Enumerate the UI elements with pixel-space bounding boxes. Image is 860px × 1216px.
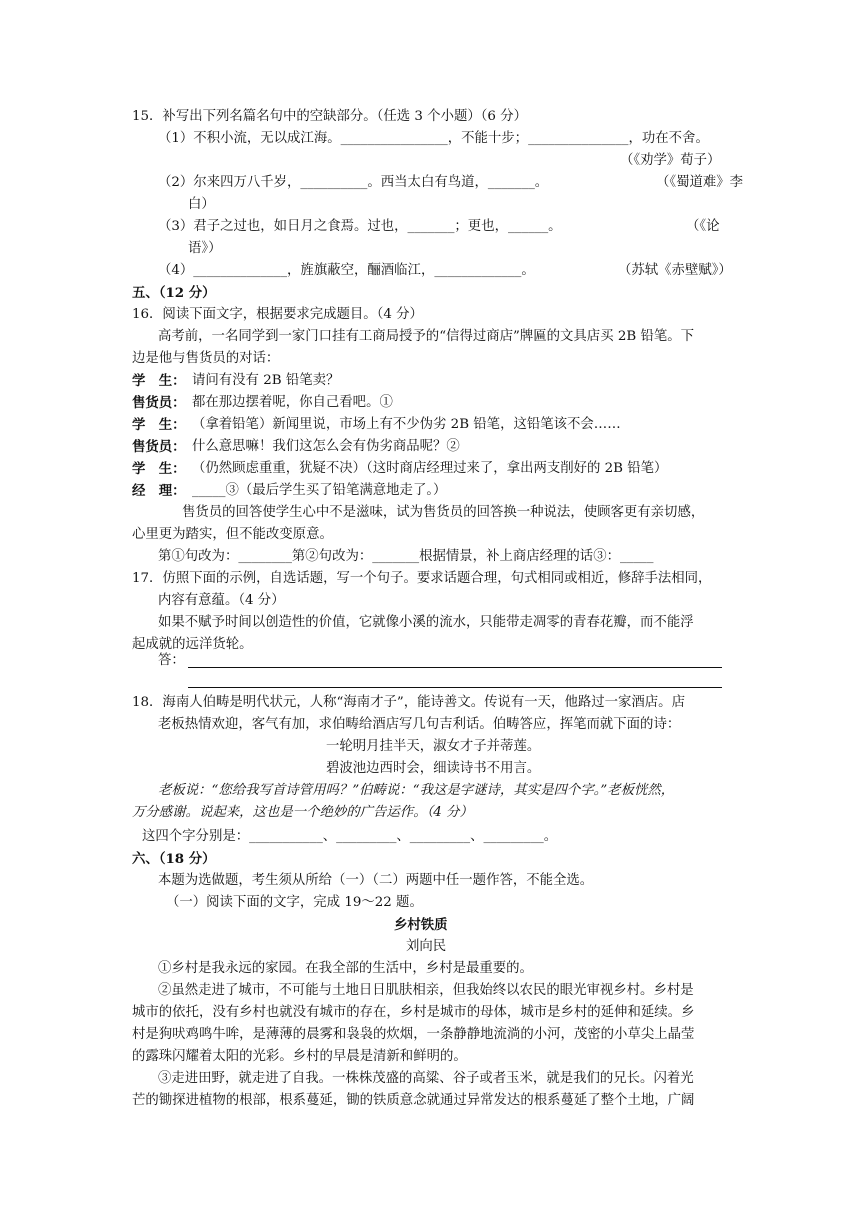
q16-requirement-line-1: 售货员的回答使学生心中不是滋味，试为售货员的回答换一种说法，使顾客更有亲切感， <box>182 505 705 520</box>
q17-title-line-2: 内容有意蕴。（4 分） <box>158 593 285 608</box>
q18-answer-line: 这四个字分别是：___________、_________、_________、_________。 <box>142 829 558 844</box>
article-paragraph-2-line-4: 的露珠闪耀着太阳的光彩。乡村的早晨是清新和鲜明的。 <box>132 1049 467 1064</box>
dialog-line: （拿着铅笔）新闻里说，市场上有不少伪劣 2B 铅笔，这铅笔该不会…… <box>192 417 621 432</box>
q17-example-line-2: 起成就的远洋货轮。 <box>132 637 253 652</box>
article-paragraph-1: ①乡村是我永远的家园。在我全部的生活中，乡村是最重要的。 <box>158 961 533 976</box>
q15-item-3: （3）君子之过也，如日月之食焉。过也，_______；更也，______。 <box>158 219 562 234</box>
q16-requirement-line-2: 心里更为踏实，但不能改变原意。 <box>132 527 333 542</box>
dialog-speaker: 经 理： <box>132 483 186 499</box>
section-6-heading: 六、（18 分） <box>132 851 216 867</box>
article-paragraph-3-line-2: 芒的锄探进植物的根部，根系蔓延，锄的铁质意念就通过异常发达的根系蔓延了整个土地，广阔 <box>132 1093 695 1108</box>
dialog-line: _____③（最后学生买了铅笔满意地走了。） <box>192 483 447 498</box>
q18-narration-line-1: 老板说：“您给我写首诗管用吗？”伯畴说：“我这是字谜诗，其实是四个字。”老板恍然， <box>158 783 675 798</box>
q15-title: 15．补写出下列名篇名句中的空缺部分。（任选 3 个小题）（6 分） <box>132 109 527 124</box>
section-6-note-line-1: 本题为选做题，考生须从所给（一）（二）两题中任一题作答，不能全选。 <box>158 873 594 888</box>
article-paragraph-3-line-1: ③走进田野，就走进了自我。一株株茂盛的高粱、谷子或者玉米，就是我们的兄长。闪着光 <box>158 1071 694 1086</box>
q15-item-2-cont: 白） <box>188 197 215 212</box>
q18-title-line-2: 老板热情欢迎，客气有加，求伯畴给酒店写几句吉利话。伯畴答应，挥笔而就下面的诗： <box>158 717 681 732</box>
q18-poem-line-1: 一轮明月挂半天，淑女才子并蒂莲。 <box>326 739 541 754</box>
q16-intro-line-1: 高考前，一名同学到一家门口挂有工商局授予的“信得过商店”牌匾的文具店买 2B 铅笔。下 <box>158 329 695 344</box>
q18-poem-line-2: 碧波池边西时会，细读诗书不用言。 <box>326 761 541 776</box>
q15-item-2-source: （《蜀道难》李 <box>656 175 744 190</box>
dialog-speaker: 售货员： <box>132 395 186 411</box>
dialog-line: （仍然顾虑重重，犹疑不决）（这时商店经理过来了，拿出两支削好的 2B 铅笔） <box>192 461 668 476</box>
q17-title-line-1: 17．仿照下面的示例，自选话题，写一个句子。要求话题合理，句式相同或相近，修辞手法相同， <box>132 571 712 586</box>
q15-item-1: （1）不积小流，无以成江海。________________，不能十步；_______________，功在不舍。 <box>158 131 709 146</box>
dialog-speaker: 售货员： <box>132 439 186 455</box>
article-paragraph-2-line-1: ②虽然走进了城市，不可能与土地日日肌肤相亲，但我始终以农民的眼光审视乡村。乡村是 <box>158 983 694 998</box>
q15-item-3-cont: 语》） <box>188 241 222 256</box>
article-paragraph-2-line-3: 村是狗吠鸡鸣牛哞，是薄薄的晨雾和袅袅的炊烟，一条静静地流淌的小河，茂密的小草尖上晶莹 <box>132 1027 695 1042</box>
q18-narration-line-2: 万分感谢。说起来，这也是一个绝妙的广告运作。（4 分） <box>132 805 473 820</box>
dialog-line: 请问有没有 2B 铅笔卖？ <box>192 373 340 388</box>
dialog-speaker: 学 生： <box>132 461 186 477</box>
q18-title-line-1: 18．海南人伯畴是明代状元，人称“海南才子”，能诗善文。传说有一天，他路过一家酒店。店 <box>132 695 685 710</box>
q17-answer-label: 答： <box>158 653 185 668</box>
article-author: 刘向民 <box>406 939 447 954</box>
q15-item-4: （4）______________，旌旗蔽空，酾酒临江，_____________。 <box>158 263 535 278</box>
q15-item-4-source: （苏轼《赤壁赋》） <box>618 263 732 278</box>
q17-answer-blank-1 <box>188 667 722 668</box>
q17-answer-blank-2 <box>188 687 722 688</box>
q16-title: 16．阅读下面文字，根据要求完成题目。（4 分） <box>132 307 423 322</box>
article-paragraph-2-line-2: 城市的依托，没有乡村也就没有城市的存在，乡村是城市的母体，城市是乡村的延伸和延续。乡 <box>132 1005 695 1020</box>
dialog-speaker: 学 生： <box>132 417 186 433</box>
q15-item-3-source: （《论 <box>686 219 720 234</box>
section-6-note-line-2: （一）阅读下面的文字，完成 19～22 题。 <box>166 895 423 910</box>
dialog-line: 都在那边摆着呢，你自己看吧。① <box>192 395 393 410</box>
q16-answer-line: 第①句改为：________第②句改为：_______根据情景，补上商店经理的话③：_____ <box>158 549 654 564</box>
q16-intro-line-2: 边是他与售货员的对话： <box>132 351 280 366</box>
article-title: 乡村铁质 <box>394 917 448 933</box>
section-5-heading: 五、（12 分） <box>132 285 216 301</box>
q17-example-line-1: 如果不赋予时间以创造性的价值，它就像小溪的流水，只能带走凋零的青春花瓣，而不能浮 <box>158 615 694 630</box>
dialog-speaker: 学 生： <box>132 373 186 389</box>
dialog-line: 什么意思嘛！我们这怎么会有伪劣商品呢？② <box>192 439 460 454</box>
q15-item-1-source: （《劝学》荀子） <box>620 153 721 168</box>
q15-item-2: （2）尔来四万八千岁，__________。西当太白有鸟道，_______。 <box>158 175 549 190</box>
